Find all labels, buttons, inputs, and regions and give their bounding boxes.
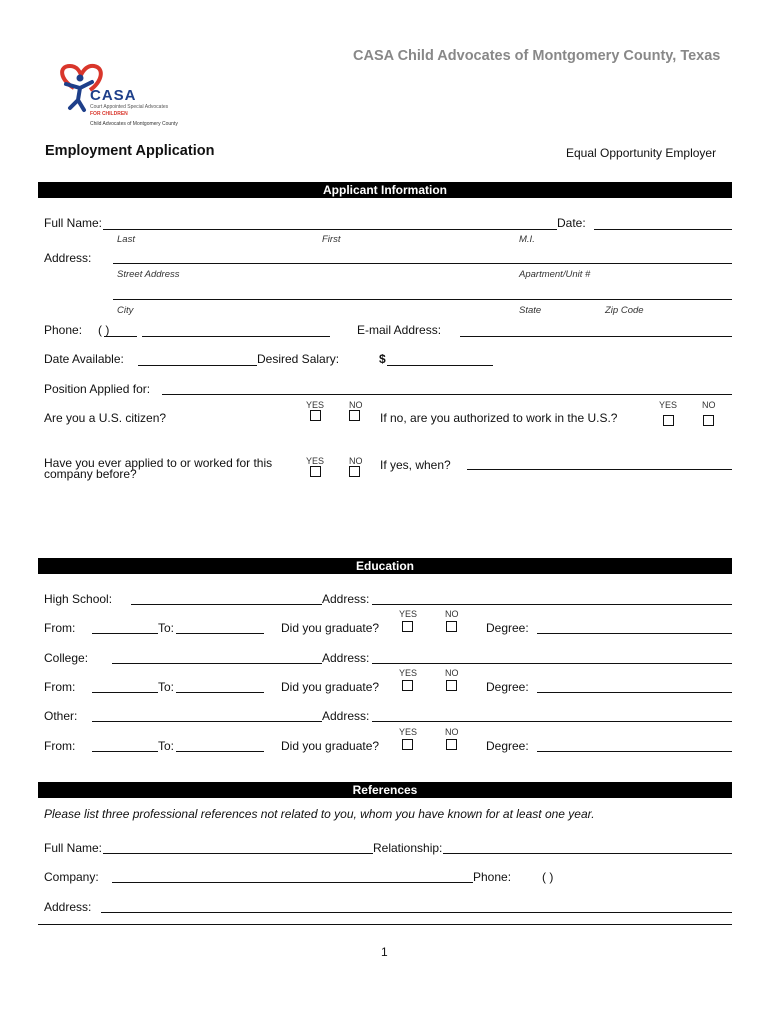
high-school-input[interactable] (131, 604, 322, 605)
other-graduate-label: Did you graduate? (281, 739, 380, 753)
other-no-caption: NO (445, 727, 459, 737)
form-title: Employment Application (45, 143, 215, 159)
citizen-no-checkbox[interactable] (349, 410, 360, 421)
page-number: 1 (381, 945, 388, 959)
citizen-question: Are you a U.S. citizen? (44, 411, 167, 425)
citizen-yes-checkbox[interactable] (310, 410, 321, 421)
casa-logo (52, 62, 187, 132)
ref-address-input[interactable] (101, 912, 732, 913)
hs-to-label: To: (158, 621, 175, 635)
zip-caption: Zip Code (605, 305, 644, 316)
other-no-checkbox[interactable] (446, 739, 457, 750)
college-yes-checkbox[interactable] (402, 680, 413, 691)
hs-no-checkbox[interactable] (446, 621, 457, 632)
college-no-caption: NO (445, 668, 459, 678)
logo-subline-3: Child Advocates of Montgomery County (90, 121, 178, 127)
references-instruction: Please list three professional references not related to you, whom you have known for at least one year. (44, 807, 595, 821)
ref-full-name-input[interactable] (103, 853, 373, 854)
city-state-zip-input[interactable] (113, 299, 732, 300)
ref-address-label: Address: (44, 900, 92, 914)
other-address-input[interactable] (372, 721, 732, 722)
street-address-input[interactable] (113, 263, 732, 264)
other-to-input[interactable] (176, 751, 264, 752)
eoe-text: Equal Opportunity Employer (566, 146, 717, 160)
applied-question-line2: company before? (44, 467, 137, 481)
college-to-input[interactable] (176, 692, 264, 693)
logo-text: CASA (90, 87, 137, 104)
dollar-sign: $ (379, 352, 386, 366)
applicant-section-header: Applicant Information (38, 182, 732, 198)
apartment-caption: Apartment/Unit # (519, 269, 591, 280)
org-name: CASA Child Advocates of Montgomery County, Texas (353, 48, 721, 64)
hs-yes-caption: YES (399, 609, 418, 619)
hs-to-input[interactable] (176, 633, 264, 634)
if-yes-when-label: If yes, when? (380, 458, 451, 472)
college-degree-input[interactable] (537, 692, 732, 693)
college-from-input[interactable] (92, 692, 158, 693)
email-label: E-mail Address: (357, 323, 442, 337)
date-available-input[interactable] (138, 365, 257, 366)
hs-yes-checkbox[interactable] (402, 621, 413, 632)
desired-salary-input[interactable] (387, 365, 493, 366)
applied-question-line1: Have you ever applied to or worked for this (44, 456, 273, 470)
citizen-no-caption: NO (349, 400, 363, 410)
date-input[interactable] (594, 229, 732, 230)
hs-from-input[interactable] (92, 633, 158, 634)
state-caption: State (519, 305, 542, 316)
references-section-header: References (38, 782, 732, 798)
position-input[interactable] (162, 394, 732, 395)
ref-relationship-label: Relationship: (373, 841, 443, 855)
college-address-label: Address: (322, 651, 370, 665)
college-from-label: From: (44, 680, 76, 694)
hs-no-caption: NO (445, 609, 459, 619)
phone-area-input[interactable] (104, 336, 137, 337)
full-name-label: Full Name: (44, 216, 103, 230)
bottom-rule (38, 924, 732, 925)
authorized-yes-checkbox[interactable] (663, 415, 674, 426)
college-no-checkbox[interactable] (446, 680, 457, 691)
hs-from-label: From: (44, 621, 76, 635)
phone-input[interactable] (142, 336, 330, 337)
full-name-input[interactable] (103, 229, 557, 230)
education-section-header: Education (38, 558, 732, 574)
ref-full-name-label: Full Name: (44, 841, 103, 855)
date-label: Date: (557, 216, 586, 230)
college-to-label: To: (158, 680, 175, 694)
college-input[interactable] (112, 663, 322, 664)
logo-subline-2: FOR CHILDREN (90, 111, 128, 117)
citizen-yes-caption: YES (306, 400, 325, 410)
street-caption: Street Address (117, 269, 180, 280)
ref-phone-area-code: ( ) (542, 870, 554, 884)
hs-degree-label: Degree: (486, 621, 529, 635)
ref-relationship-input[interactable] (443, 853, 732, 854)
applied-no-caption: NO (349, 456, 363, 466)
applied-yes-caption: YES (306, 456, 325, 466)
desired-salary-label: Desired Salary: (257, 352, 340, 366)
college-address-input[interactable] (372, 663, 732, 664)
high-school-address-label: Address: (322, 592, 370, 606)
authorized-question: If no, are you authorized to work in the U.S.? (380, 411, 618, 425)
other-degree-input[interactable] (537, 751, 732, 752)
other-to-label: To: (158, 739, 175, 753)
authorized-no-checkbox[interactable] (703, 415, 714, 426)
other-degree-label: Degree: (486, 739, 529, 753)
college-yes-caption: YES (399, 668, 418, 678)
date-available-label: Date Available: (44, 352, 124, 366)
other-yes-caption: YES (399, 727, 418, 737)
applied-no-checkbox[interactable] (349, 466, 360, 477)
college-degree-label: Degree: (486, 680, 529, 694)
authorized-yes-caption: YES (659, 400, 678, 410)
city-caption: City (117, 305, 134, 316)
other-from-label: From: (44, 739, 76, 753)
phone-area-code: ( ) (98, 323, 110, 337)
authorized-no-caption: NO (702, 400, 716, 410)
college-label: College: (44, 651, 89, 665)
first-caption: First (322, 234, 341, 245)
other-yes-checkbox[interactable] (402, 739, 413, 750)
email-input[interactable] (460, 336, 732, 337)
hs-graduate-label: Did you graduate? (281, 621, 380, 635)
address-label: Address: (44, 251, 92, 265)
phone-label: Phone: (44, 323, 83, 337)
other-label: Other: (44, 709, 78, 723)
ref-phone-label: Phone: (473, 870, 512, 884)
other-address-label: Address: (322, 709, 370, 723)
applied-when-input[interactable] (467, 469, 732, 470)
applied-yes-checkbox[interactable] (310, 466, 321, 477)
high-school-address-input[interactable] (372, 604, 732, 605)
other-school-input[interactable] (92, 721, 322, 722)
position-label: Position Applied for: (44, 382, 151, 396)
mi-caption: M.I. (519, 234, 535, 245)
hs-degree-input[interactable] (537, 633, 732, 634)
logo-subline-1: Court Appointed Special Advocates (90, 104, 169, 110)
high-school-label: High School: (44, 592, 113, 606)
college-graduate-label: Did you graduate? (281, 680, 380, 694)
other-from-input[interactable] (92, 751, 158, 752)
ref-company-label: Company: (44, 870, 99, 884)
ref-company-input[interactable] (112, 882, 473, 883)
last-caption: Last (117, 234, 135, 245)
